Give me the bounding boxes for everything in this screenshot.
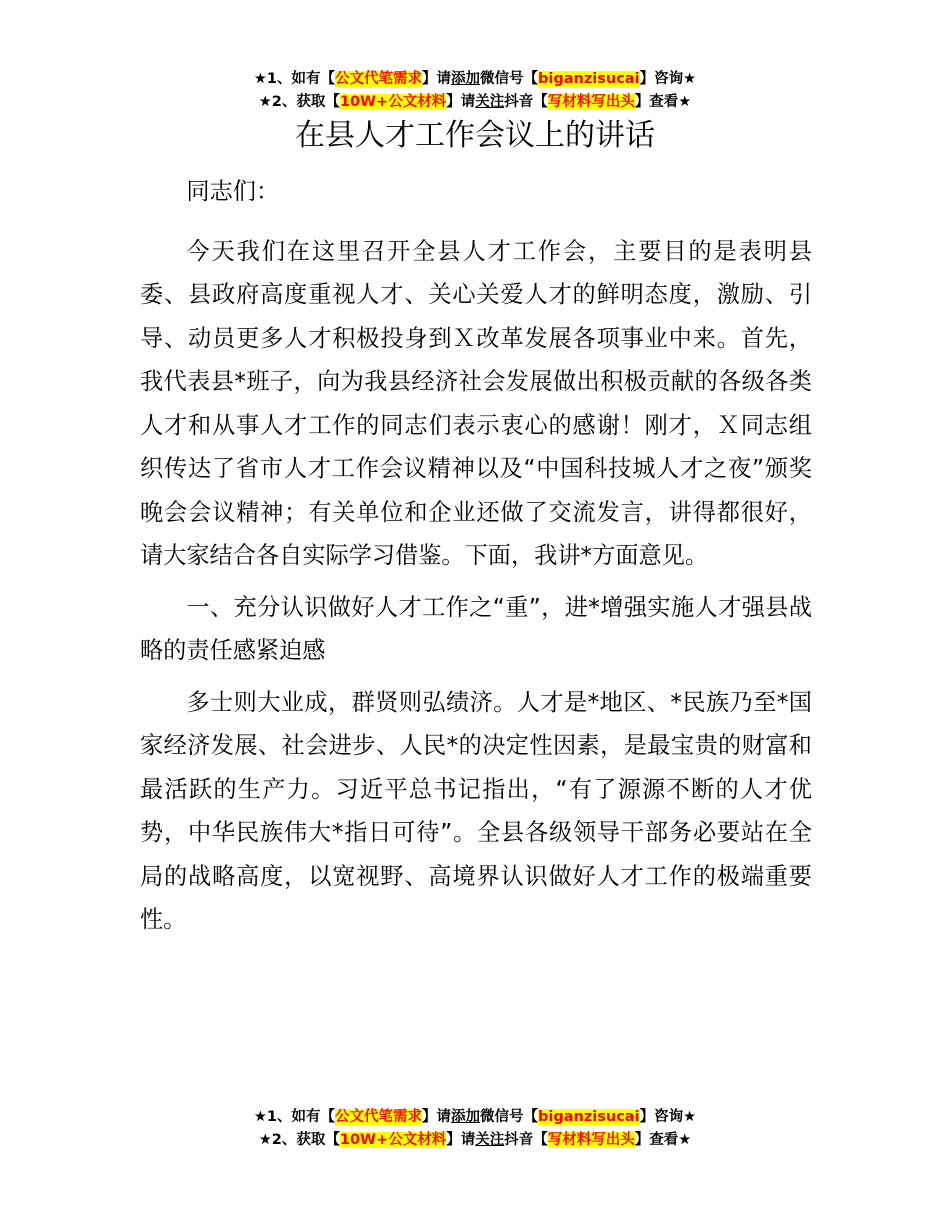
salutation: 同志们： xyxy=(186,178,280,205)
banner-underlined-text: 关注 xyxy=(475,1132,505,1148)
banner-line-1 xyxy=(0,68,950,91)
banner-text: ★1、如有【 xyxy=(253,1109,336,1125)
banner-highlight-douyin-id: 写材料写出头 xyxy=(547,1132,635,1148)
banner-text: 】咨询★ xyxy=(639,71,697,87)
section-heading: 一、充分认识做好人才工作之“重”，进*增强实施人才强县战略的责任感紧迫感 xyxy=(140,593,812,664)
banner-line-2 xyxy=(0,1129,950,1152)
header-banner xyxy=(0,68,950,114)
banner-text: 】请 xyxy=(446,94,476,110)
banner-highlight-wechat-id: biganzisucai xyxy=(538,71,640,87)
banner-highlight: 10W+公文材料 xyxy=(339,94,447,110)
paragraph: 多士则大业成，群贤则弘绩济。人才是*地区、*民族乃至*国家经济发展、社会进步、人民*的决定性因素，是最宝贵的财富和最活跃的生产力。习近平总书记指出，“有了源源不断的人才优势，中华民族伟大*指日可待”。全县各级领导干部务必要站在全局的战略高度，以宽视野、高境界认识做好人才工作的极端重要性。 xyxy=(140,688,812,933)
banner-text: 抖音【 xyxy=(504,94,548,110)
banner-highlight: 公文代笔需求 xyxy=(335,71,423,87)
banner-highlight-wechat-id: biganzisucai xyxy=(538,1109,640,1125)
banner-highlight: 公文代笔需求 xyxy=(335,1109,423,1125)
banner-text: 】咨询★ xyxy=(639,1109,697,1125)
banner-text: 微信号【 xyxy=(480,71,539,87)
banner-text: 】请 xyxy=(422,1109,452,1125)
banner-text: 抖音【 xyxy=(504,1132,548,1148)
document-body xyxy=(140,170,812,950)
banner-highlight-douyin-id: 写材料写出头 xyxy=(547,94,635,110)
banner-line-1 xyxy=(0,1106,950,1129)
banner-underlined-text: 关注 xyxy=(475,94,505,110)
banner-text: 】查看★ xyxy=(634,1132,692,1148)
banner-highlight: 10W+公文材料 xyxy=(339,1132,447,1148)
banner-text: ★2、获取【 xyxy=(258,94,340,110)
banner-text: 】请 xyxy=(422,71,452,87)
banner-underlined-text: 添加 xyxy=(451,1109,481,1125)
banner-line-2 xyxy=(0,91,950,114)
banner-text: ★1、如有【 xyxy=(253,71,336,87)
banner-text: 】请 xyxy=(446,1132,476,1148)
banner-text: ★2、获取【 xyxy=(258,1132,340,1148)
banner-text: 】查看★ xyxy=(634,94,692,110)
paragraph: 今天我们在这里召开全县人才工作会，主要目的是表明县委、县政府高度重视人才、关心关爱人才的鲜明态度，激励、引导、动员更多人才积极投身到Ｘ改革发展各项事业中来。首先，我代表县*班子，向为我县经济社会发展做出积极贡献的各级各类人才和从事人才工作的同志们表示衷心的感谢！刚才，Ｘ同志组织传达了省市人才工作会议精神以及“中国科技城人才之夜”颁奖晚会会议精神；有关单位和企业还做了交流发言，讲得都很好，请大家结合各自实际学习借鉴。下面，我讲*方面意见。 xyxy=(140,237,812,569)
banner-text: 微信号【 xyxy=(480,1109,539,1125)
footer-banner xyxy=(0,1106,950,1152)
banner-underlined-text: 添加 xyxy=(451,71,481,87)
document-title: 在县人才工作会议上的讲话 xyxy=(295,118,655,153)
